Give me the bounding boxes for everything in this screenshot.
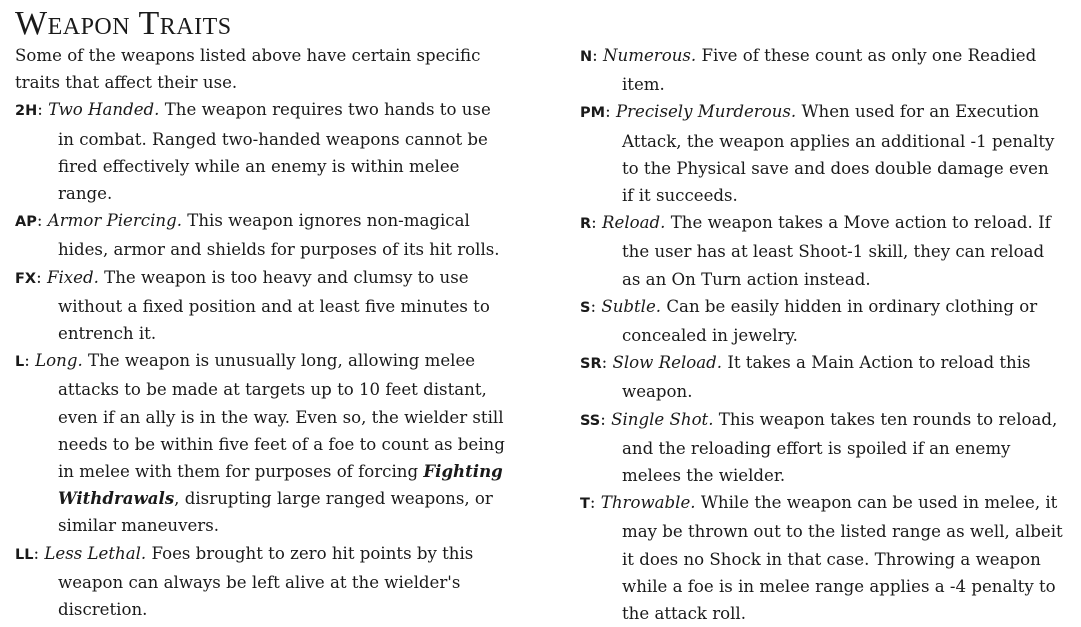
trait-long: L: Long. The weapon is unusually long, allowing melee attacks to be made at targets up to 10 feet distant, even if an ally is in the way. Even so, the wielder still needs to be within five feet of a foe to count as being in melee with them for purposes of forcing Fighting Withdrawals, disrupting large ranged weapons, or similar maneuvers. — [15, 351, 505, 536]
trait-armor-piercing: AP: Armor Piercing. This weapon ignores non-magical hides, armor and shields for purposes of its hit rolls. — [15, 211, 500, 260]
trait-throwable: T: Throwable. While the weapon can be used in melee, it may be thrown out to the listed range as well, albeit it does no Shock in that case. Throwing a weapon while a foe is in melee range applies a -4 penalty to the attack roll. — [580, 493, 1063, 624]
trait-name: Single Shot. — [611, 409, 714, 429]
left-column — [15, 42, 505, 623]
trait-name: Reload. — [602, 213, 666, 233]
trait-name: Long. — [35, 351, 83, 371]
trait-desc: Five of these count as only one Readied item. — [622, 46, 1037, 95]
trait-name: Slow Reload. — [612, 353, 723, 373]
trait-desc: Foes brought to zero hit points by this weapon can always be left alive at the wielder's discretion. — [58, 543, 474, 620]
trait-less-lethal: LL: Less Lethal. Foes brought to zero hit points by this weapon can always be left alive at the wielder's discretion. — [15, 543, 474, 620]
trait-numerous: N: Numerous. Five of these count as only one Readied item. — [580, 46, 1037, 95]
trait-name: Two Handed. — [48, 100, 160, 120]
trait-abbr: SS — [580, 412, 601, 429]
trait-name: Precisely Murderous. — [615, 102, 797, 122]
trait-emphasis: Fighting Withdrawals — [58, 461, 503, 509]
trait-abbr: LL — [15, 546, 34, 563]
trait-desc: The weapon is unusually long, allowing melee attacks to be made at targets up to 10 feet distant, even if an ally is in the way. Even so, the wielder still needs to be within five feet of a foe to count as being in melee with them for purposes of forcing — [58, 351, 505, 482]
trait-name: Fixed. — [46, 267, 99, 287]
trait-abbr: L — [15, 354, 25, 371]
trait-name: Armor Piercing. — [47, 211, 182, 231]
trait-desc: The weapon takes a Move action to reload. If the user has at least Shoot-1 skill, they can reload as an On Turn action instead. — [622, 213, 1051, 289]
trait-subtle: S: Subtle. Can be easily hidden in ordinary clothing or concealed in jewelry. — [580, 296, 1038, 346]
trait-reload: R: Reload. The weapon takes a Move action to reload. If the user has at least Shoot-1 skill, they can reload as an On Turn action instead. — [580, 213, 1051, 289]
trait-desc: This weapon ignores non-magical hides, armor and shields for purposes of its hit rolls. — [58, 211, 500, 260]
trait-two-handed: 2H: Two Handed. The weapon requires two hands to use in combat. Ranged two-handed weapons cannot be fired effectively while an enemy is within melee range. — [15, 100, 491, 204]
trait-abbr: SR — [580, 356, 602, 373]
trait-name: Throwable. — [600, 493, 696, 513]
trait-desc: This weapon takes ten rounds to reload, and the reloading effort is spoiled if an enemy melees the wielder. — [622, 409, 1058, 486]
trait-precisely-murderous: PM: Precisely Murderous. When used for an Execution Attack, the weapon applies an additional -1 penalty to the Physical save and does double damage even if it succeeds. — [580, 102, 1055, 206]
trait-abbr: R — [580, 216, 592, 233]
trait-abbr: AP — [15, 214, 37, 231]
trait-abbr: FX — [15, 270, 37, 287]
trait-abbr: 2H — [15, 103, 38, 120]
trait-abbr: N — [580, 49, 593, 65]
right-column — [580, 42, 1065, 627]
trait-name: Numerous. — [603, 46, 697, 65]
trait-desc: The weapon requires two hands to use in combat. Ranged two-handed weapons cannot be fired effectively while an enemy is within melee range. — [58, 100, 491, 204]
trait-desc-continued: , disrupting large ranged weapons, or similar maneuvers. — [58, 489, 493, 536]
trait-single-shot: SS: Single Shot. This weapon takes ten rounds to reload, and the reloading effort is spoiled if an enemy melees the wielder. — [580, 409, 1058, 486]
trait-name: Subtle. — [601, 296, 662, 316]
trait-abbr: S — [580, 299, 591, 316]
section-title: Weapon Traits — [15, 5, 232, 42]
trait-desc: While the weapon can be used in melee, it may be thrown out to the listed range as well, albeit it does no Shock in that case. Throwing a weapon while a foe is in melee range applies a -4 penalty to the attack roll. — [622, 493, 1063, 624]
trait-slow-reload: SR: Slow Reload. It takes a Main Action to reload this weapon. — [580, 353, 1031, 402]
trait-desc: Can be easily hidden in ordinary clothing or concealed in jewelry. — [622, 296, 1038, 346]
trait-desc: The weapon is too heavy and clumsy to use without a fixed position and at least five minutes to entrench it. — [58, 267, 490, 344]
intro-text: Some of the weapons listed above have certain specific traits that affect their use. — [15, 46, 481, 93]
trait-name: Less Lethal. — [44, 543, 147, 563]
trait-abbr: PM — [580, 105, 606, 122]
trait-fixed: FX: Fixed. The weapon is too heavy and clumsy to use without a fixed position and at least five minutes to entrench it. — [15, 267, 490, 344]
trait-desc: It takes a Main Action to reload this weapon. — [622, 353, 1031, 402]
trait-desc: When used for an Execution Attack, the weapon applies an additional -1 penalty to the Physical save and does double damage even if it succeeds. — [622, 102, 1055, 206]
trait-abbr: T — [580, 496, 590, 513]
